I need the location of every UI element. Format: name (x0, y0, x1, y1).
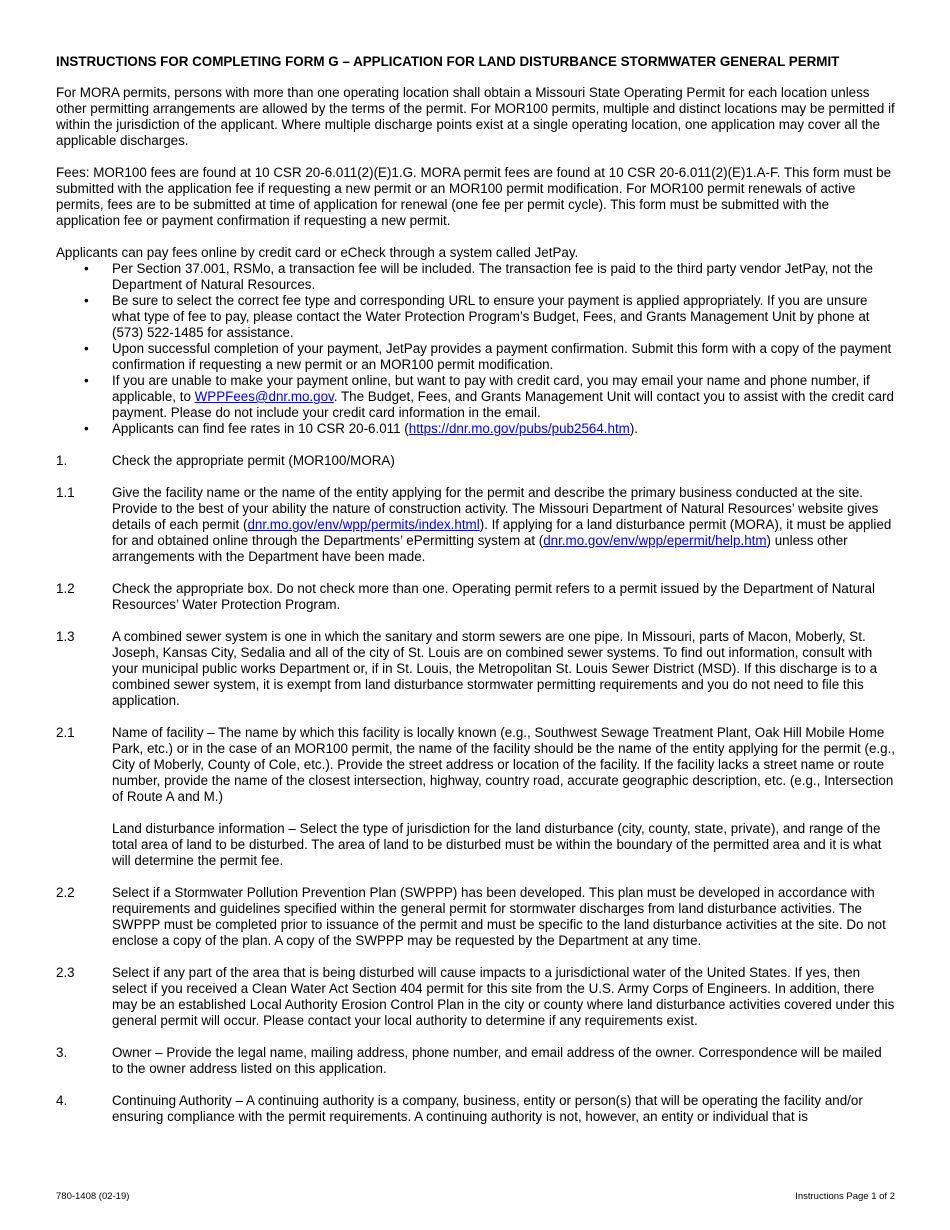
item-number: 4. (56, 1093, 68, 1108)
item-number: 1. (56, 453, 68, 468)
item-text: Check the appropriate permit (MOR100/MORA) (112, 453, 395, 468)
instruction-item-1-1 (56, 485, 896, 565)
item-text: Continuing Authority – A continuing authority is a company, business, entity or person(s) that will be operating the facility and/or ensuring compliance with the permit requirements. A continuing authority is not, however, an entity or individual that is (112, 1093, 863, 1124)
intro-paragraph: For MORA permits, persons with more than one operating location shall obtain a Missouri State Operating Permit for each location unless other permitting arrangements are allowed by the terms of the permit. For MOR100 permits, multiple and distinct locations may be permitted if within the jurisdiction of the applicant. Where multiple discharge points exist at a single operating location, one application may cover all the applicable discharges. (56, 85, 895, 148)
item-number: 1.2 (56, 581, 75, 596)
jetpay-intro: Applicants can pay fees online by credit card or eCheck through a system called JetPay. (56, 245, 579, 260)
epermit-help-link[interactable]: dnr.mo.gov/env/wpp/epermit/help.htm (543, 533, 767, 548)
instruction-item-2-2 (56, 885, 896, 949)
item-text: Select if any part of the area that is being disturbed will cause impacts to a jurisdictional water of the United States. If yes, then select if you received a Clean Water Act Section 404 permit for this site from the U.S. Army Corps of Engineers. In addition, there may be an established Local Authority Erosion Control Plan in the city or county where land disturbance activities covered under this general permit will occur. Please contact your local authority to determine if any requirements exist. (112, 965, 895, 1028)
fee-rates-link[interactable]: https://dnr.mo.gov/pubs/pub2564.htm (408, 421, 630, 436)
bullet-icon: • (84, 421, 89, 436)
instruction-item-1-3 (56, 629, 896, 709)
item-number: 3. (56, 1045, 68, 1060)
instruction-item-2-1 (56, 725, 896, 805)
permits-index-link[interactable]: dnr.mo.gov/env/wpp/permits/index.html (247, 517, 480, 532)
form-number: 780-1408 (02-19) (56, 1191, 130, 1202)
list-item: • Upon successful completion of your payment, JetPay provides a payment confirmation. Submit this form with a copy of the payment confirmation if requesting a new permit or an MOR100 permit modification. (84, 341, 892, 372)
item-number: 2.1 (56, 725, 75, 740)
item-number: 1.3 (56, 629, 75, 644)
wpp-fees-email-link[interactable]: WPPFees@dnr.mo.gov (194, 389, 334, 404)
bullet-icon: • (84, 341, 89, 356)
item-text: Owner – Provide the legal name, mailing address, phone number, and email address of the owner. Correspondence will be mailed to the owner address listed on this application. (112, 1045, 882, 1076)
land-disturbance-info: Land disturbance information – Select the type of jurisdiction for the land disturbance (city, county, state, private), and range of the total area of land to be disturbed. The area of land to be disturbed must be within the boundary of the permitted area and it is what will determine the permit fee. (112, 821, 882, 868)
instructions-page (56, 54, 896, 1141)
item-text: Select if a Stormwater Pollution Prevention Plan (SWPPP) has been developed. This plan must be developed in accordance with requirements and guidelines specified within the general permit for stormwater discharges from land disturbance activities. The SWPPP must be completed prior to issuance of the permit and must be specific to the land disturbance activities at the site. Do not enclose a copy of the plan. A copy of the SWPPP may be requested by the Department at any time. (112, 885, 886, 948)
bullet-icon: • (84, 373, 89, 388)
item-number: 1.1 (56, 485, 75, 500)
item-text: A combined sewer system is one in which the sanitary and storm sewers are one pipe. In Missouri, parts of Macon, Moberly, St. Joseph, Kansas City, Sedalia and all of the city of St. Louis are on combined sewer systems. To find out information, consult with your municipal public works Department or, if in St. Louis, the Metropolitan St. Louis Sewer District (MSD). If this discharge is to a combined sewer system, it is exempt from land disturbance stormwater permitting requirements and you do not need to file this application. (112, 629, 878, 708)
list-item: • Per Section 37.001, RSMo, a transaction fee will be included. The transaction fee is paid to the third party vendor JetPay, not the Department of Natural Resources. (84, 261, 873, 292)
page-title: INSTRUCTIONS FOR COMPLETING FORM G – APPLICATION FOR LAND DISTURBANCE STORMWATER GENERAL PERMIT (56, 54, 840, 69)
instruction-item-1-2 (56, 581, 896, 613)
bullet-icon: • (84, 261, 89, 276)
instruction-item-4 (56, 1093, 896, 1125)
instruction-item-2-3 (56, 965, 896, 1029)
item-text: Give the facility name or the name of the entity applying for the permit and describe the primary business conducted at the site. Provide to the best of your ability the nature of construction activity. The Missouri Department of Natural Resources’ website gives details of each permit (dnr.mo.gov/env/wpp/permits/index.html). If applying for a land disturbance permit (MORA), it must be applied for and obtained online through the Departments’ ePermitting system at (dnr.mo.gov/env/wpp/epermit/help.htm) unless other arrangements with the Department have been made. (112, 485, 892, 564)
page-number: Instructions Page 1 of 2 (795, 1191, 895, 1202)
jetpay-bullet-list (56, 261, 896, 437)
list-item: • Be sure to select the correct fee type and corresponding URL to ensure your payment is applied appropriately. If you are unsure what type of fee to pay, please contact the Water Protection Program’s Budget, Fees, and Grants Management Unit by phone at (573) 522-1485 for assistance. (84, 293, 870, 340)
item-number: 2.2 (56, 885, 75, 900)
instruction-item-1 (56, 453, 896, 469)
item-text: Name of facility – The name by which this facility is locally known (e.g., Southwest Sewage Treatment Plant, Oak Hill Mobile Home Park, etc.) or in the case of an MOR100 permit, the name of the facility should be the name of the entity applying for the permit (e.g., City of Moberly, County of Cole, etc.). Provide the street address or location of the facility. If the facility lacks a street name or route number, provide the name of the closest intersection, highway, country road, accurate geographic description, etc. (e.g., Intersection of Route A and M.) (112, 725, 896, 804)
item-number: 2.3 (56, 965, 75, 980)
fees-paragraph: Fees: MOR100 fees are found at 10 CSR 20-6.011(2)(E)1.G. MORA permit fees are found at 10 CSR 20-6.011(2)(E)1.A-F. This form must be submitted with the application fee if requesting a new permit or an MOR100 permit modification. For MOR100 permit renewals of active permits, fees are to be submitted at time of application for renewal (one fee per permit cycle). This form must be submitted with the application fee or payment confirmation if requesting a new permit. (56, 165, 892, 228)
instruction-item-3 (56, 1045, 896, 1077)
item-text: Check the appropriate box. Do not check more than one. Operating permit refers to a permit issued by the Department of Natural Resources’ Water Protection Program. (112, 581, 875, 612)
list-item: • Applicants can find fee rates in 10 CSR 20-6.011 (https://dnr.mo.gov/pubs/pub2564.htm). (84, 421, 639, 436)
list-item: • If you are unable to make your payment online, but want to pay with credit card, you may email your name and phone number, if applicable, to WPPFees@dnr.mo.gov. The Budget, Fees, and Grants Management Unit will contact you to assist with the credit card payment. Please do not include your credit card information in the email. (84, 373, 894, 420)
bullet-icon: • (84, 293, 89, 308)
